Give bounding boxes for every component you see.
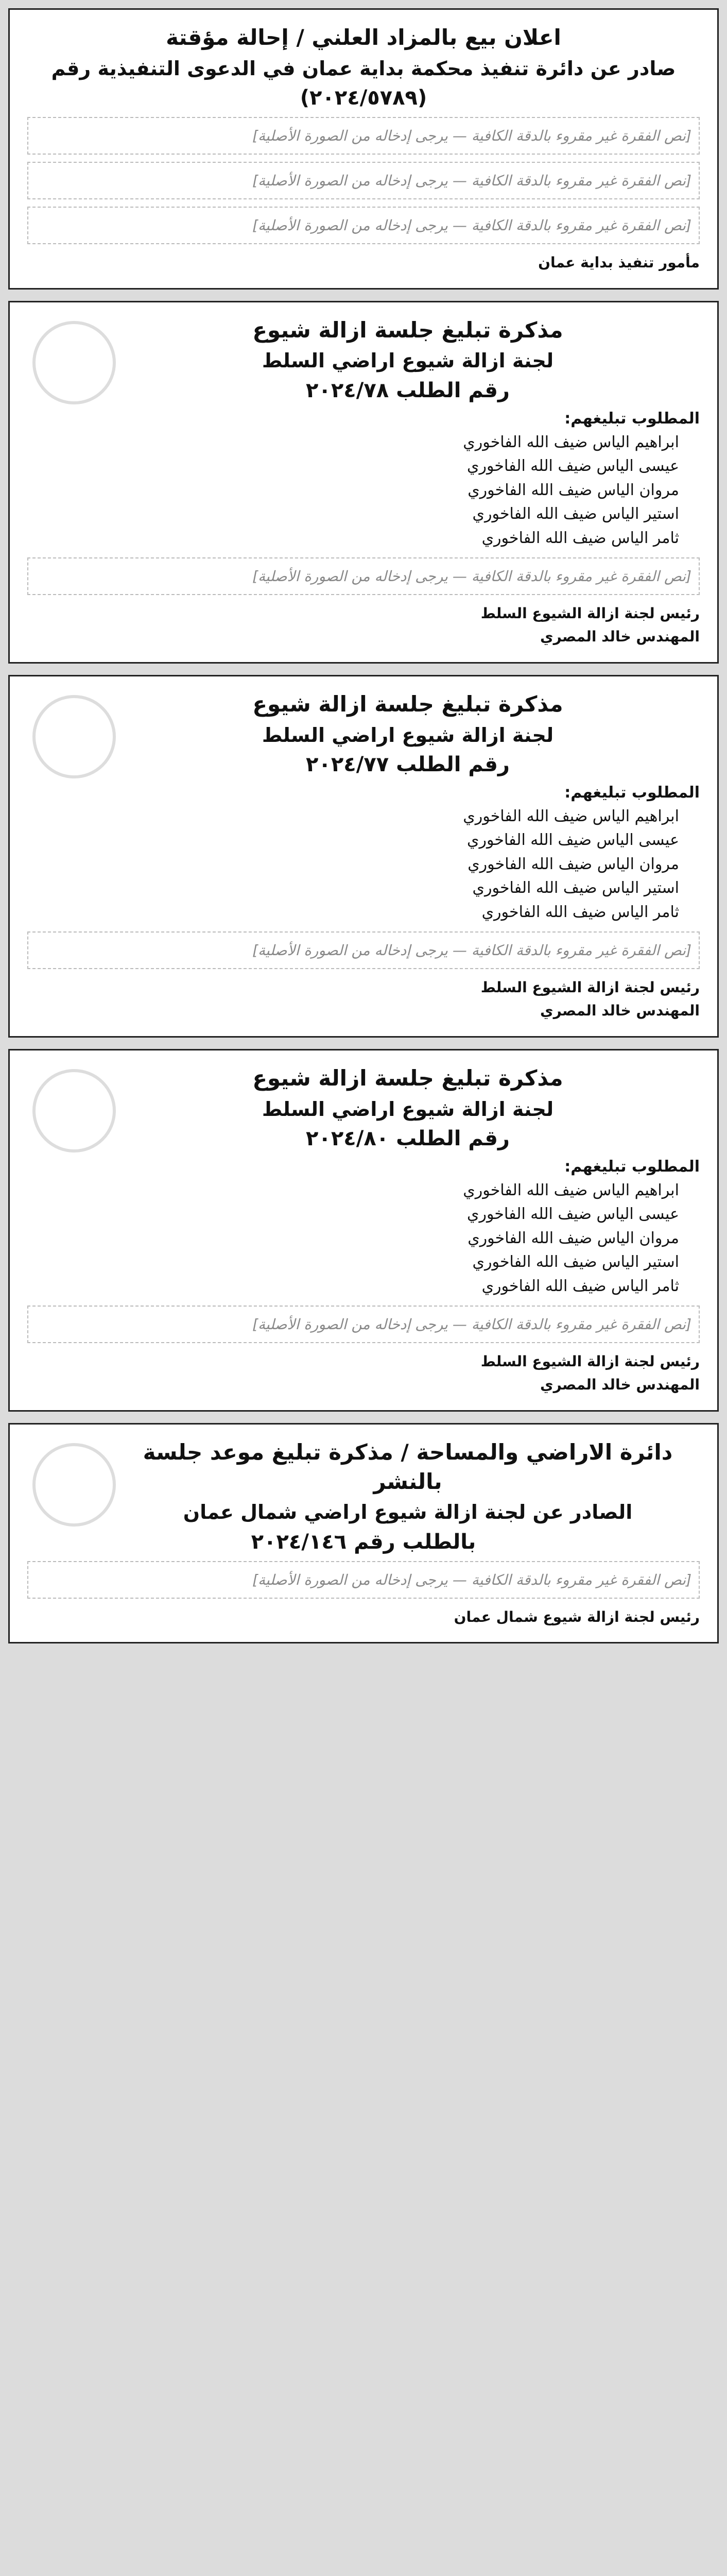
notice-subtitle: لجنة ازالة شيوع اراضي السلط bbox=[262, 723, 554, 747]
notice-paragraph: [نص الفقرة غير مقروء بالدقة الكافية — يرجى إدخاله من الصورة الأصلية] bbox=[27, 162, 700, 199]
notice-box bbox=[8, 8, 719, 290]
recipient-name: عيسى الياس ضيف الله الفاخوري bbox=[466, 457, 679, 476]
recipient-name: مروان الياس ضيف الله الفاخوري bbox=[468, 855, 679, 873]
notice-reference-number: رقم الطلب ٢٠٢٤/٨٠ bbox=[306, 1126, 510, 1150]
notice-reference-number: بالطلب رقم ٢٠٢٤/١٤٦ bbox=[251, 1530, 476, 1554]
signature-line: المهندس خالد المصري bbox=[540, 1002, 700, 1020]
notice-paragraph: [نص الفقرة غير مقروء بالدقة الكافية — يرجى إدخاله من الصورة الأصلية] bbox=[27, 931, 700, 969]
notice-paragraph: [نص الفقرة غير مقروء بالدقة الكافية — يرجى إدخاله من الصورة الأصلية] bbox=[27, 557, 700, 595]
newspaper-watermark-icon bbox=[32, 321, 116, 404]
notice-title: مذكرة تبليغ جلسة ازالة شيوع bbox=[252, 691, 563, 717]
notice-box bbox=[8, 1423, 719, 1643]
recipient-name: استير الياس ضيف الله الفاخوري bbox=[472, 1253, 679, 1272]
recipients-label: المطلوب تبليغهم: bbox=[564, 409, 700, 428]
recipients-list bbox=[27, 1179, 700, 1299]
notice-signature bbox=[27, 251, 700, 275]
notice-paragraph: [نص الفقرة غير مقروء بالدقة الكافية — يرجى إدخاله من الصورة الأصلية] bbox=[27, 117, 700, 155]
notice-signature bbox=[27, 1606, 700, 1629]
notice-reference-number: رقم الطلب ٢٠٢٤/٧٧ bbox=[306, 752, 510, 776]
notice-signature bbox=[27, 1350, 700, 1397]
notice-subtitle: لجنة ازالة شيوع اراضي السلط bbox=[262, 349, 554, 372]
recipients-list bbox=[27, 431, 700, 551]
notice-box bbox=[8, 1049, 719, 1412]
newspaper-watermark-icon bbox=[32, 1443, 116, 1527]
notice-box bbox=[8, 301, 719, 664]
notice-subtitle: لجنة ازالة شيوع اراضي السلط bbox=[262, 1097, 554, 1121]
recipient-name: استير الياس ضيف الله الفاخوري bbox=[472, 879, 679, 897]
recipient-name: عيسى الياس ضيف الله الفاخوري bbox=[466, 1205, 679, 1224]
recipient-name: ثامر الياس ضيف الله الفاخوري bbox=[481, 529, 679, 547]
newspaper-watermark-icon bbox=[32, 1069, 116, 1153]
recipient-name: ابراهيم الياس ضيف الله الفاخوري bbox=[463, 433, 679, 451]
newspaper-watermark-icon bbox=[32, 695, 116, 778]
notice-paragraph: [نص الفقرة غير مقروء بالدقة الكافية — يرجى إدخاله من الصورة الأصلية] bbox=[27, 207, 700, 244]
recipient-name: ثامر الياس ضيف الله الفاخوري bbox=[481, 903, 679, 921]
notice-subtitle: الصادر عن لجنة ازالة شيوع اراضي شمال عمان bbox=[183, 1501, 633, 1524]
signature-line: رئيس لجنة ازالة شيوع شمال عمان bbox=[454, 1608, 700, 1625]
notice-reference-number: رقم الطلب ٢٠٢٤/٧٨ bbox=[306, 378, 510, 402]
recipients-label: المطلوب تبليغهم: bbox=[564, 1157, 700, 1176]
signature-line: رئيس لجنة ازالة الشيوع السلط bbox=[480, 1353, 700, 1370]
notice-title: مذكرة تبليغ جلسة ازالة شيوع bbox=[252, 317, 563, 343]
recipient-name: ثامر الياس ضيف الله الفاخوري bbox=[481, 1277, 679, 1295]
notice-paragraph: [نص الفقرة غير مقروء بالدقة الكافية — يرجى إدخاله من الصورة الأصلية] bbox=[27, 1561, 700, 1599]
recipient-name: استير الياس ضيف الله الفاخوري bbox=[472, 505, 679, 523]
recipient-name: ابراهيم الياس ضيف الله الفاخوري bbox=[463, 1181, 679, 1199]
notice-paragraph: [نص الفقرة غير مقروء بالدقة الكافية — يرجى إدخاله من الصورة الأصلية] bbox=[27, 1306, 700, 1343]
notice-signature bbox=[27, 976, 700, 1023]
signature-line: المهندس خالد المصري bbox=[540, 1376, 700, 1394]
signature-line: مأمور تنفيذ بداية عمان bbox=[538, 253, 700, 271]
recipient-name: ابراهيم الياس ضيف الله الفاخوري bbox=[463, 807, 679, 825]
signature-line: رئيس لجنة ازالة الشيوع السلط bbox=[480, 605, 700, 622]
signature-line: المهندس خالد المصري bbox=[540, 628, 700, 646]
notice-title: اعلان بيع بالمزاد العلني / إحالة مؤقتة bbox=[166, 25, 561, 50]
notice-box bbox=[8, 675, 719, 1038]
newspaper-page bbox=[8, 0, 719, 1663]
notice-title: دائرة الاراضي والمساحة / مذكرة تبليغ موعد جلسة بالنشر bbox=[143, 1439, 673, 1494]
recipients-label: المطلوب تبليغهم: bbox=[564, 783, 700, 802]
notice-signature bbox=[27, 602, 700, 649]
recipient-name: مروان الياس ضيف الله الفاخوري bbox=[468, 1229, 679, 1247]
notice-reference-number: (٢٠٢٤/٥٧٨٩) bbox=[300, 86, 427, 110]
recipients-list bbox=[27, 805, 700, 925]
notice-title: مذكرة تبليغ جلسة ازالة شيوع bbox=[252, 1065, 563, 1091]
recipient-name: عيسى الياس ضيف الله الفاخوري bbox=[466, 831, 679, 850]
notice-subtitle: صادر عن دائرة تنفيذ محكمة بداية عمان في الدعوى التنفيذية رقم bbox=[51, 57, 676, 80]
recipient-name: مروان الياس ضيف الله الفاخوري bbox=[468, 481, 679, 499]
signature-line: رئيس لجنة ازالة الشيوع السلط bbox=[480, 979, 700, 996]
